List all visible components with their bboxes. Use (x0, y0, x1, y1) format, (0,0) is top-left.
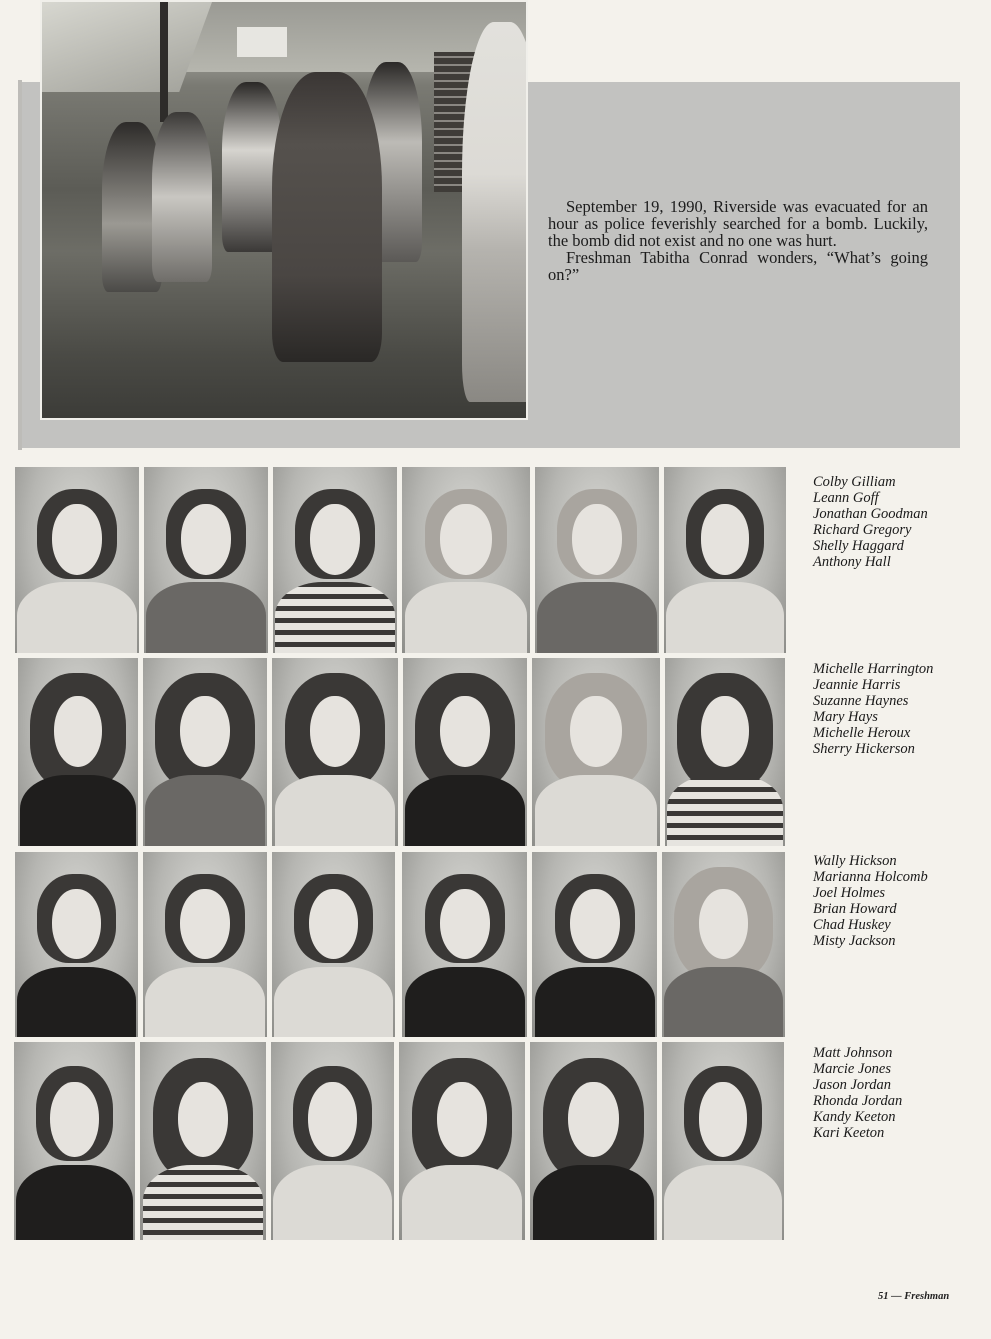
name-list-row-2 (813, 661, 933, 757)
student-name: Colby Gilliam (813, 474, 896, 490)
portrait (15, 467, 139, 653)
caption-paragraph-2: Freshman Tabitha Conrad wonders, “What’s going on?” (548, 248, 928, 284)
student-name: Jeannie Harris (813, 677, 901, 693)
photo-truck (237, 27, 287, 57)
portrait (143, 852, 267, 1037)
photo-student (462, 22, 528, 402)
portrait (402, 852, 527, 1037)
student-name: Richard Gregory (813, 522, 912, 538)
portrait (399, 1042, 525, 1240)
portrait (14, 1042, 135, 1240)
student-name: Brian Howard (813, 901, 897, 917)
student-name: Jason Jordan (813, 1077, 891, 1093)
student-name: Shelly Haggard (813, 538, 904, 554)
student-name: Sherry Hickerson (813, 741, 915, 757)
portrait (662, 1042, 784, 1240)
student-name: Wally Hickson (813, 853, 897, 869)
portrait (18, 658, 138, 846)
student-name: Michelle Heroux (813, 725, 911, 741)
student-name: Jonathan Goodman (813, 506, 928, 522)
photo-caption (548, 198, 928, 283)
page-footer: 51 — Freshman (878, 1291, 950, 1302)
student-name: Kari Keeton (813, 1125, 885, 1141)
student-name: Suzanne Haynes (813, 693, 909, 709)
student-name: Kandy Keeton (813, 1109, 896, 1125)
photo-student-tabitha (272, 72, 382, 362)
student-name: Michelle Harrington (813, 661, 934, 677)
portrait (530, 1042, 657, 1240)
portrait (535, 467, 659, 653)
portrait (144, 467, 268, 653)
portrait (272, 658, 398, 846)
student-name: Leann Goff (813, 490, 879, 506)
portrait (143, 658, 267, 846)
photo-road (40, 2, 212, 92)
portrait (140, 1042, 266, 1240)
portrait (664, 467, 786, 653)
name-list-row-3 (813, 853, 928, 949)
portrait (662, 852, 785, 1037)
student-name: Anthony Hall (813, 554, 891, 570)
photo-student (152, 112, 212, 282)
photo-pole (160, 2, 168, 122)
caption-paragraph-1: September 19, 1990, Riverside was evacuated for an hour as police feverishly searched for a bomb. Luckily, the bomb did not exist and no one was hurt. (548, 197, 928, 250)
student-name: Marcie Jones (813, 1061, 891, 1077)
portrait (271, 1042, 394, 1240)
portrait (402, 467, 530, 653)
portrait (272, 852, 395, 1037)
student-name: Marianna Holcomb (813, 869, 928, 885)
student-name: Joel Holmes (813, 885, 886, 901)
student-name: Mary Hays (813, 709, 878, 725)
student-name: Chad Huskey (813, 917, 891, 933)
portrait (273, 467, 397, 653)
evacuation-photo (40, 0, 528, 420)
name-list-row-1 (813, 474, 928, 570)
student-name: Misty Jackson (813, 933, 896, 949)
portrait (532, 658, 660, 846)
portrait (15, 852, 138, 1037)
name-list-row-4 (813, 1045, 902, 1141)
student-name: Matt Johnson (813, 1045, 893, 1061)
student-name: Rhonda Jordan (813, 1093, 903, 1109)
portrait (403, 658, 527, 846)
portrait (532, 852, 657, 1037)
portrait (665, 658, 785, 846)
